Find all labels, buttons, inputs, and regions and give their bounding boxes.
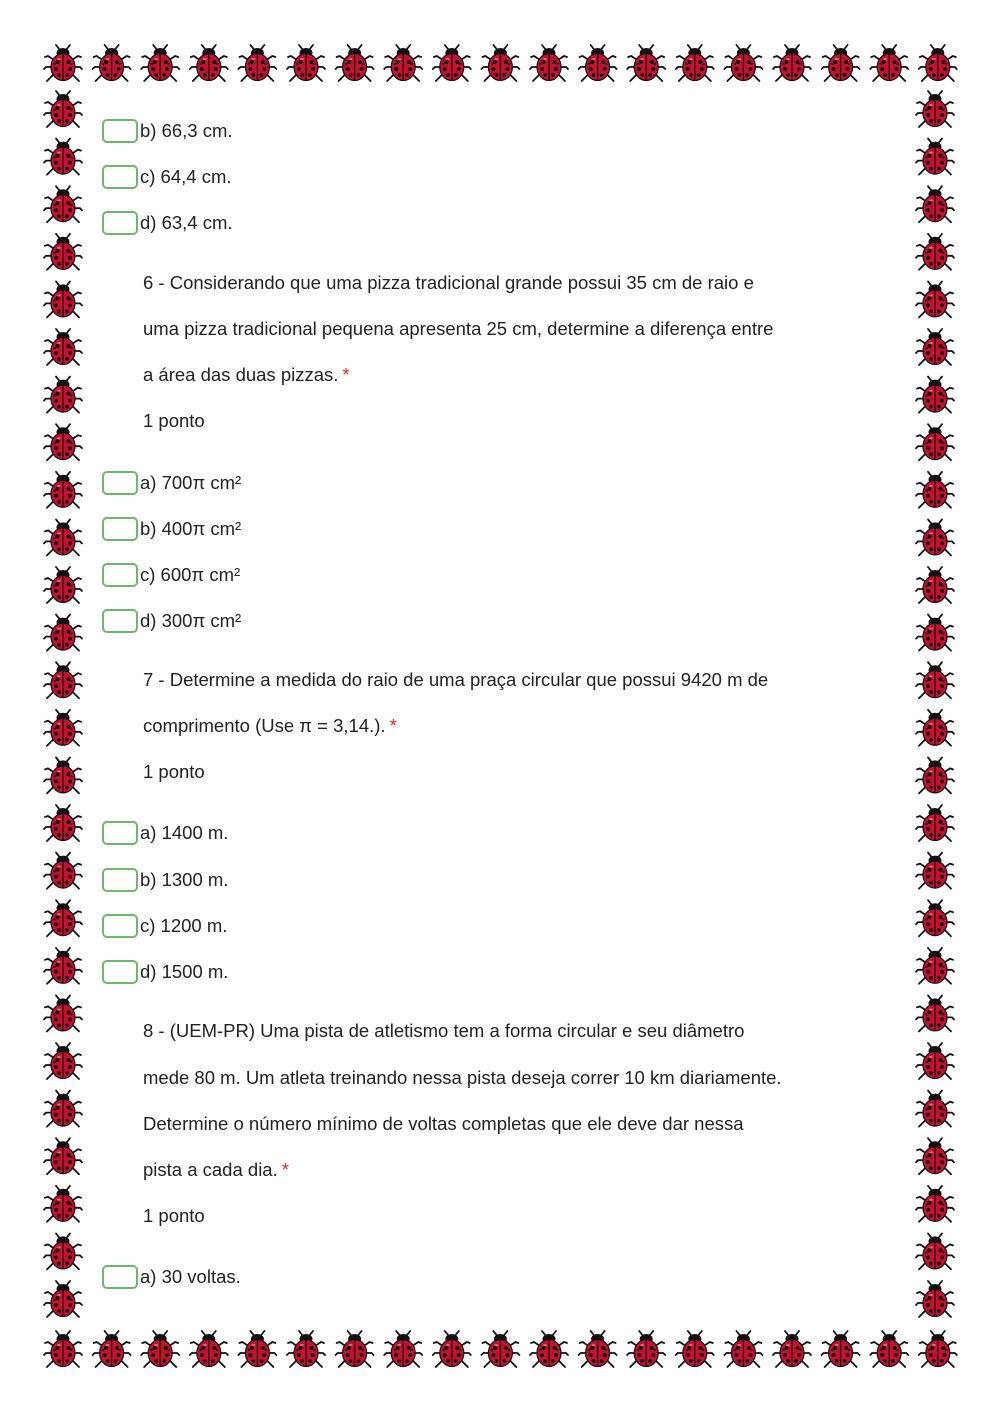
option-6c[interactable] xyxy=(102,561,240,589)
question-6-text-line-3 xyxy=(143,364,350,386)
option-label: b) 66,3 cm. xyxy=(140,120,233,141)
option-label: d) 300π cm² xyxy=(140,610,242,631)
option-label: a) 1400 m. xyxy=(140,822,229,843)
required-mark: * xyxy=(342,364,350,385)
question-6-points: 1 ponto xyxy=(143,410,205,431)
option-8a[interactable] xyxy=(102,1263,241,1291)
option-label: c) 1200 m. xyxy=(140,915,228,936)
option-5d[interactable] xyxy=(102,209,233,237)
question-6-text-line-1: 6 - Considerando que uma pizza tradicional grande possui 35 cm de raio e xyxy=(143,272,754,293)
checkbox[interactable] xyxy=(102,119,138,143)
option-6b[interactable] xyxy=(102,515,241,543)
question-8-points: 1 ponto xyxy=(143,1205,205,1226)
checkbox[interactable] xyxy=(102,211,138,235)
question-8-text-line-4 xyxy=(143,1159,289,1181)
option-7d[interactable] xyxy=(102,958,228,986)
question-8-text-end: pista a cada dia. xyxy=(143,1159,278,1180)
question-8-text-line-3: Determine o número mínimo de voltas completas que ele deve dar nessa xyxy=(143,1113,744,1134)
option-6a[interactable] xyxy=(102,469,241,497)
option-6d[interactable] xyxy=(102,607,241,635)
option-label: c) 64,4 cm. xyxy=(140,166,232,187)
option-label: d) 1500 m. xyxy=(140,961,229,982)
checkbox[interactable] xyxy=(102,165,138,189)
checkbox[interactable] xyxy=(102,914,138,938)
question-8-text-line-2: mede 80 m. Um atleta treinando nessa pista deseja correr 10 km diariamente. xyxy=(143,1067,782,1088)
checkbox[interactable] xyxy=(102,1265,138,1289)
checkbox[interactable] xyxy=(102,471,138,495)
option-5b[interactable] xyxy=(102,117,233,145)
option-label: a) 700π cm² xyxy=(140,472,242,493)
option-7c[interactable] xyxy=(102,912,227,940)
checkbox[interactable] xyxy=(102,563,138,587)
checkbox[interactable] xyxy=(102,960,138,984)
checkbox[interactable] xyxy=(102,517,138,541)
question-7-points: 1 ponto xyxy=(143,761,205,782)
required-mark: * xyxy=(389,715,397,736)
option-label: a) 30 voltas. xyxy=(140,1266,241,1287)
option-label: b) 1300 m. xyxy=(140,869,229,890)
checkbox[interactable] xyxy=(102,868,138,892)
option-label: c) 600π cm² xyxy=(140,564,241,585)
option-7a[interactable] xyxy=(102,819,228,847)
question-7-text-line-2 xyxy=(143,715,397,737)
option-label: b) 400π cm² xyxy=(140,518,242,539)
question-7-text-line-1: 7 - Determine a medida do raio de uma praça circular que possui 9420 m de xyxy=(143,669,769,690)
checkbox[interactable] xyxy=(102,821,138,845)
question-7-text-end: comprimento (Use π = 3,14.). xyxy=(143,715,386,736)
checkbox[interactable] xyxy=(102,609,138,633)
question-6-text-end: a área das duas pizzas. xyxy=(143,364,339,385)
question-8-text-line-1: 8 - (UEM-PR) Uma pista de atletismo tem a forma circular e seu diâmetro xyxy=(143,1020,745,1041)
question-6-text-line-2: uma pizza tradicional pequena apresenta 25 cm, determine a diferença entre xyxy=(143,318,774,339)
required-mark: * xyxy=(281,1159,289,1180)
option-5c[interactable] xyxy=(102,163,232,191)
option-label: d) 63,4 cm. xyxy=(140,212,233,233)
option-7b[interactable] xyxy=(102,866,228,894)
